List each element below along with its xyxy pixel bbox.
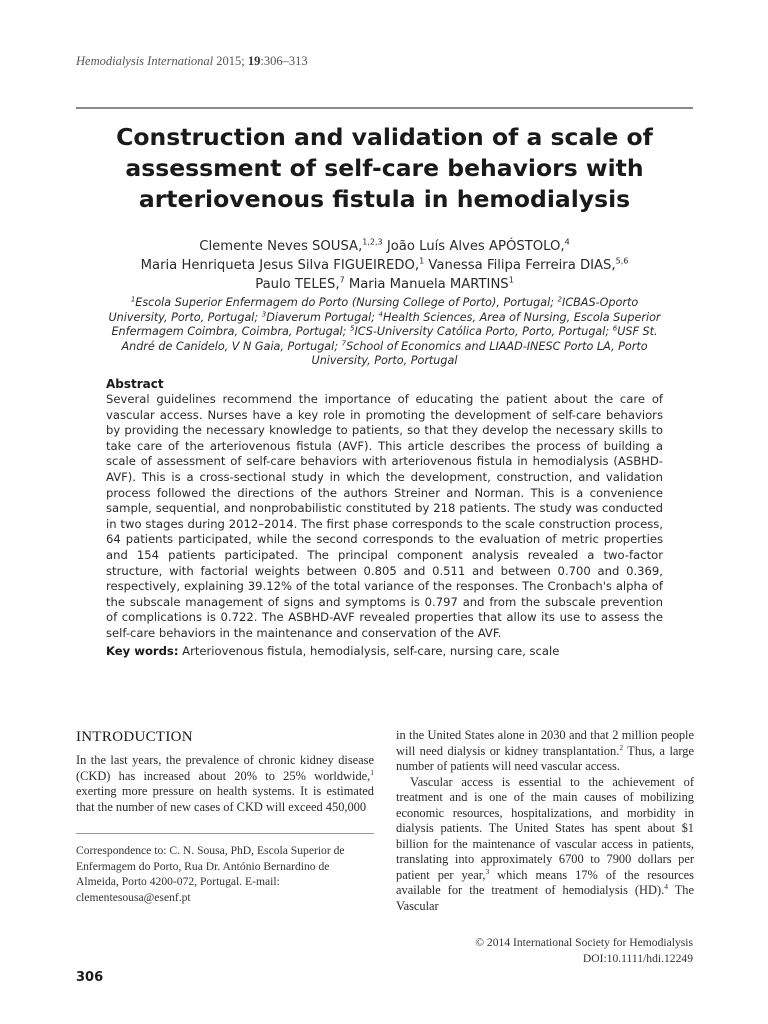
body-text: which means 17% of the resources available for the treatment of hemodialysis (HD).: [396, 867, 694, 897]
affiliation-text: Escola Superior Enfermagem do Porto (Nursing College of Porto), Portugal;: [135, 296, 558, 309]
header-divider: [76, 107, 693, 109]
journal-volume: 19: [247, 54, 261, 68]
body-text: Vascular access is essential to the achievement of treatment and is one of the main causes of mobilizing economic resources, hospitalizations, and morbidity in dialysis patients. The United States has spent about $1 billion for the maintenance of vascular access in patients, translating into approximately 6700 to 7900 dollars per patient per year,: [396, 774, 694, 882]
citation-ref: 1: [370, 767, 374, 777]
author-affiliation-ref: 1: [508, 275, 514, 285]
affiliation-number: 4: [378, 309, 383, 318]
affiliation-text: Diaverum Portugal;: [266, 310, 379, 324]
footnote-divider: [76, 833, 374, 834]
author-name: Vanessa Filipa Ferreira DIAS,: [424, 258, 616, 273]
body-text: Thus, a large number of patients will need vascular access.: [396, 743, 694, 773]
body-paragraph: [396, 728, 694, 775]
keywords-line: [106, 644, 663, 659]
author-name: João Luís Alves APÓSTOLO,: [382, 239, 565, 254]
journal-year: 2015;: [213, 54, 248, 68]
body-text: exerting more pressure on health systems. It is estimated that the number of new cases of CKD will exceed 450,000: [76, 784, 374, 814]
body-text: in the United States alone in 2030 and that 2 million people will need dialysis or kidney transplantation.: [396, 728, 694, 758]
abstract-body: Several guidelines recommend the importance of educating the patient about the care of vascular access. Nurses have a key role in promoting the development of self-care behaviors by providing the necessary knowledge to patients, so that they develop the necessary skills to take care of the arteriovenous fistula (AVF). This article describes the process of building a scale of assessment of self-care behaviors with arteriovenous fistula in hemodialysis (ASBHD-AVF). This is a cross-sectional study in which the development, construction, and validation process followed the directions of the authors Streiner and Norman. This is a convenience sample, sequential, and nonprobabilistic constituted by 218 patients. The study was conducted in two stages during 2012–2014. The first phase corresponds to the scale construction process, 64 patients participated, while the second corresponds to the evaluation of metric properties and 154 patients participated. The principal component analysis revealed a two-factor structure, with factorial weights between 0.805 and 0.511 and between 0.700 and 0.369, respectively, explaining 39.12% of the total variance of the responses. The Cronbach's alpha of the subscale management of signs and symptoms is 0.797 and from the subscale prevention of complications is 0.722. The ASBHD-AVF revealed properties that allow its use to assess the self-care behaviors in the maintenance and conservation of the AVF.: [106, 392, 663, 640]
author-name: Paulo TELES,: [255, 277, 340, 292]
affiliation-text: USF St. André de Canidelo, V N Gaia, Portugal;: [121, 325, 658, 353]
journal-citation: [76, 54, 308, 69]
affiliation-text: Health Sciences, Area of Nursing, Escola Superior Enfermagem Coimbra, Coimbra, Portugal;: [111, 310, 661, 338]
citation-ref: 2: [619, 742, 624, 752]
author-affiliation-ref: 5,6: [615, 256, 629, 266]
keywords-text: Arteriovenous fistula, hemodialysis, self-care, nursing care, scale: [178, 644, 560, 658]
body-text: In the last years, the prevalence of chronic kidney disease (CKD) has increased about 20% to 25% worldwide,: [76, 753, 374, 783]
affiliation-list: [100, 296, 669, 369]
body-paragraph: [76, 753, 374, 815]
author-affiliation-ref: 4: [564, 237, 570, 247]
journal-pages: :306–313: [260, 54, 308, 68]
left-column: [76, 753, 374, 815]
introduction-heading: INTRODUCTION: [76, 729, 193, 745]
affiliation-number: 2: [557, 295, 563, 304]
keywords-label: Key words:: [106, 644, 179, 658]
author-name: Clemente Neves SOUSA,: [199, 239, 363, 254]
author-name: Maria Manuela MARTINS: [344, 277, 509, 292]
right-column: [396, 728, 694, 914]
author-affiliation-ref: 1,2,3: [362, 237, 383, 247]
affiliation-number: 5: [349, 324, 355, 333]
affiliation-number: 3: [261, 309, 267, 318]
abstract-heading: Abstract: [106, 377, 164, 391]
body-text: The Vascular: [396, 883, 694, 913]
copyright-block: [475, 935, 693, 966]
page-number: 306: [76, 970, 104, 985]
affiliation-number: 7: [341, 338, 347, 347]
citation-ref: 3: [485, 866, 490, 876]
affiliation-number: 1: [130, 295, 136, 304]
affiliation-text: School of Economics and LIAAD-INESC Porto LA, Porto University, Porto, Portugal: [311, 339, 648, 367]
author-affiliation-ref: 7: [339, 275, 345, 285]
doi-text: DOI:10.1111/hdi.12249: [582, 951, 693, 965]
copyright-notice: © 2014 International Society for Hemodialysis: [475, 936, 693, 949]
citation-ref: 4: [664, 881, 668, 891]
affiliation-text: ICBAS-Oporto University, Porto, Portugal;: [108, 296, 639, 324]
author-name: Maria Henriqueta Jesus Silva FIGUEIREDO,: [140, 258, 420, 273]
article-title: Construction and validation of a scale of assessment of self-care behaviors with arteriovenous fistula in hemodialysis: [116, 123, 653, 213]
affiliation-number: 6: [612, 324, 618, 333]
journal-name: Hemodialysis International: [76, 54, 214, 68]
author-affiliation-ref: 1: [419, 256, 425, 266]
affiliation-text: ICS-University Católica Porto, Porto, Portugal;: [354, 325, 613, 338]
correspondence-note: Correspondence to: C. N. Sousa, PhD, Escola Superior de Enfermagem do Porto, Rua Dr. António Bernardino de Almeida, Porto 4200-072, Portugal. E-mail: clementesousa@esenf.pt: [76, 844, 345, 904]
body-paragraph: [396, 775, 694, 915]
author-list: [76, 237, 693, 294]
